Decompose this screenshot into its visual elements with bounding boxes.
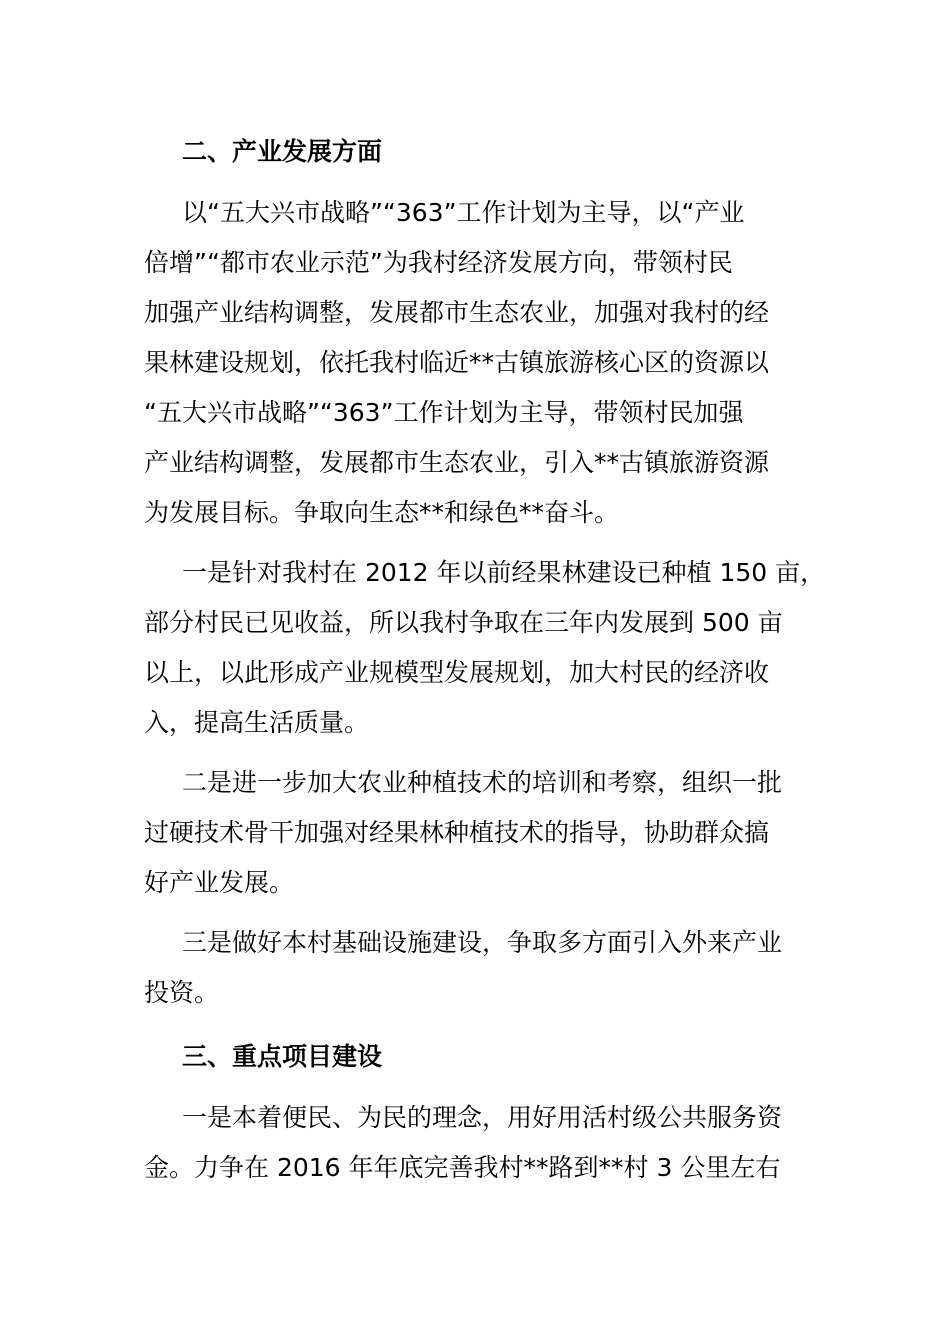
paragraph-line: 入，提高生活质量。 bbox=[144, 708, 370, 737]
paragraph-line: 以上，以此形成产业规模型发展规划，加大村民的经济收 bbox=[144, 658, 770, 687]
paragraph-line: 过硬技术骨干加强对经果林种植技术的指导，协助群众搞 bbox=[144, 818, 770, 847]
paragraph-line: 加强产业结构调整，发展都市生态农业，加强对我村的经 bbox=[144, 298, 770, 327]
paragraph-line: 以“五大兴市战略”“363”工作计划为主导，以“产业 bbox=[182, 198, 745, 227]
paragraph-line: 果林建设规划，依托我村临近**古镇旅游核心区的资源以 bbox=[144, 348, 770, 377]
paragraph bbox=[144, 758, 824, 908]
paragraph-line: 一是本着便民、为民的理念，用好用活村级公共服务资 bbox=[182, 1103, 783, 1132]
paragraph-line: 金。力争在 2016 年年底完善我村**路到**村 3 公里左右 bbox=[144, 1153, 781, 1182]
paragraph-line: 产业结构调整，发展都市生态农业，引入**古镇旅游资源 bbox=[144, 448, 770, 477]
section-heading-key-projects: 三、重点项目建设 bbox=[182, 1042, 383, 1071]
paragraph bbox=[144, 918, 824, 1018]
paragraph-line: 二是进一步加大农业种植技术的培训和考察，组织一批 bbox=[182, 768, 783, 797]
paragraph-line: 三是做好本村基础设施建设，争取多方面引入外来产业 bbox=[182, 928, 783, 957]
paragraph-line: 一是针对我村在 2012 年以前经果林建设已种植 150 亩， bbox=[182, 558, 826, 587]
paragraph-line: 好产业发展。 bbox=[144, 868, 295, 897]
paragraph-line: 倍增”“都市农业示范”为我村经济发展方向，带领村民 bbox=[144, 248, 733, 277]
paragraph bbox=[144, 1093, 824, 1193]
paragraph-line: 投资。 bbox=[144, 978, 220, 1007]
paragraph-line: 为发展目标。争取向生态**和绿色**奋斗。 bbox=[144, 498, 620, 527]
section-heading-industry: 二、产业发展方面 bbox=[182, 137, 383, 166]
paragraph bbox=[144, 188, 824, 538]
paragraph bbox=[144, 548, 824, 748]
paragraph-line: “五大兴市战略”“363”工作计划为主导，带领村民加强 bbox=[144, 398, 744, 427]
paragraph-line: 部分村民已见收益，所以我村争取在三年内发展到 500 亩 bbox=[144, 608, 783, 637]
